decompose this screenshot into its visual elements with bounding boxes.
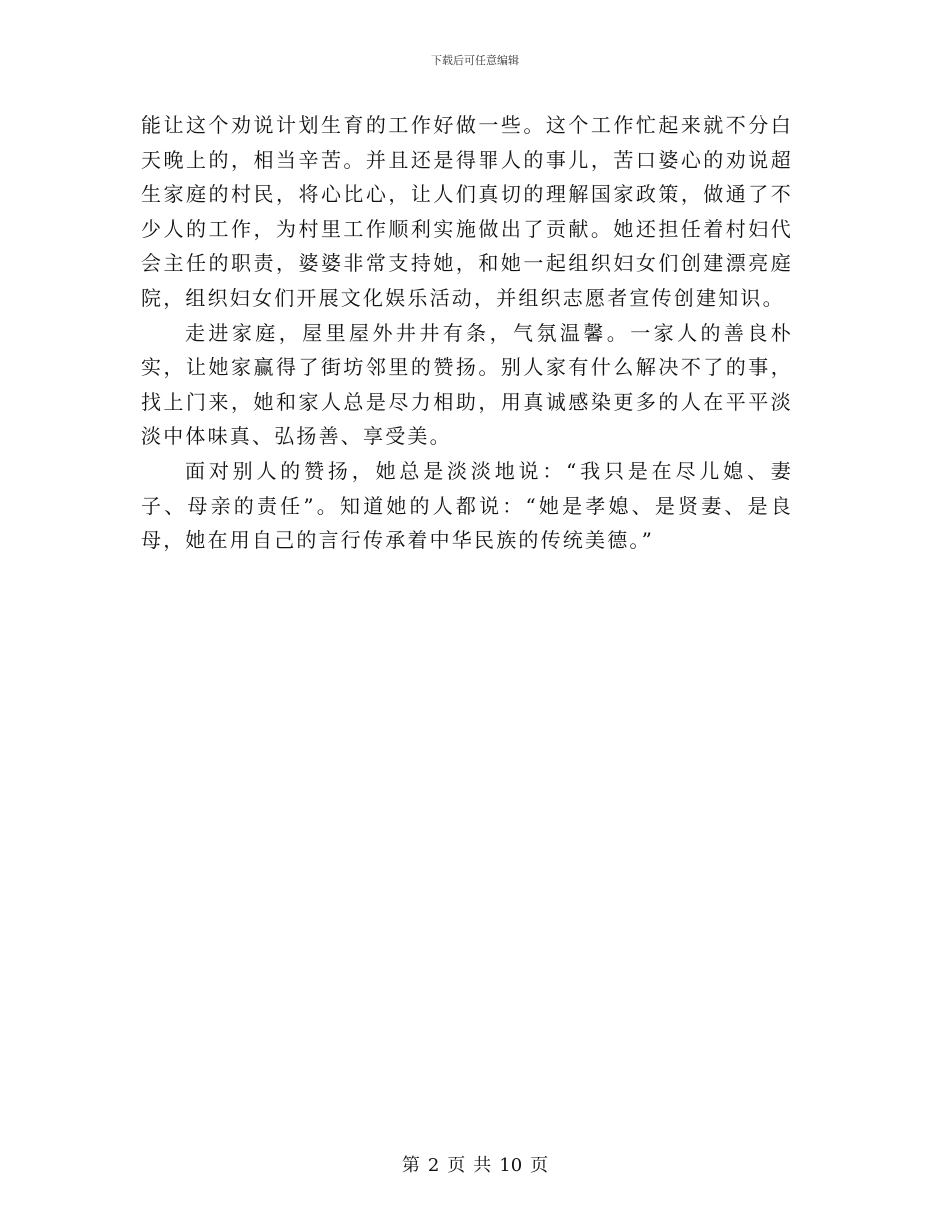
paragraph: 面对别人的赞扬，她总是淡淡地说：“我只是在尽儿媳、妻子、母亲的责任”。知道她的人都说：“她是孝媳、是贤妻、是良母，她在用自己的言行传承着中华民族的传统美德。” [141,458,793,553]
current-page-number: 2 [427,1155,440,1176]
footer-total-word: 共 [473,1155,492,1176]
footer-suffix: 页 [530,1155,549,1176]
document-body [141,108,793,558]
paragraph: 能让这个劝说计划生育的工作好做一些。这个工作忙起来就不分白天晚上的，相当辛苦。并且还是得罪人的事儿，苦口婆心的劝说超生家庭的村民，将心比心，让人们真切的理解国家政策，做通了不少人的工作，为村里工作顺利实施做出了贡献。她还担任着村妇代会主任的职责，婆婆非常支持她，和她一起组织妇女们创建漂亮庭院，组织妇女们开展文化娱乐活动，并组织志愿者宣传创建知识。 [141,113,793,310]
footer-page-word: 页 [447,1155,466,1176]
footer-prefix: 第 [401,1155,420,1176]
paragraph: 走进家庭，屋里屋外井井有条，气氛温馨。一家人的善良朴实，让她家赢得了街坊邻里的赞扬。别人家有什么解决不了的事，找上门来，她和家人总是尽力相助，用真诚感染更多的人在平平淡淡中体味真、弘扬善、享受美。 [141,320,793,449]
total-pages-number: 10 [499,1155,523,1176]
page-footer [0,1154,950,1178]
page-header: 下载后可任意编辑 [431,54,519,67]
